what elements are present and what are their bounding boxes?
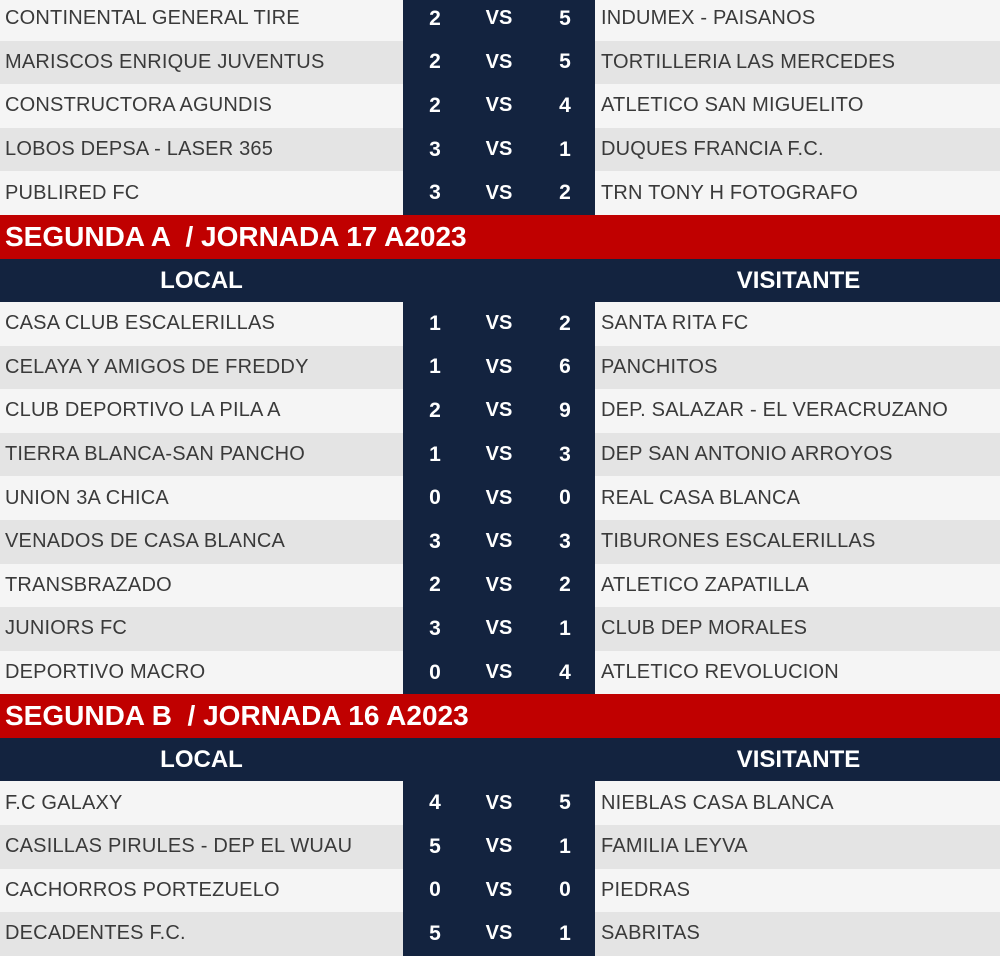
visit-score: 5 bbox=[559, 791, 571, 815]
match-row bbox=[0, 912, 1000, 956]
visit-team-name: DEP. SALAZAR - EL VERACRUZANO bbox=[601, 399, 949, 422]
match-row bbox=[0, 346, 1000, 390]
score-box bbox=[403, 171, 595, 215]
vs-label: VS bbox=[485, 661, 513, 684]
vs-label: VS bbox=[485, 181, 513, 204]
visit-team-name: ATLETICO REVOLUCION bbox=[601, 661, 839, 684]
match-row bbox=[0, 128, 1000, 172]
visit-score: 1 bbox=[559, 834, 571, 858]
vs-label: VS bbox=[485, 486, 513, 509]
vs-label: VS bbox=[485, 138, 513, 161]
score-box bbox=[403, 389, 595, 433]
visit-score: 4 bbox=[559, 93, 571, 117]
visit-team-name: SABRITAS bbox=[601, 922, 701, 945]
match-row bbox=[0, 476, 1000, 520]
visit-team-name: ATLETICO ZAPATILLA bbox=[601, 573, 810, 596]
visit-team-name: DUQUES FRANCIA F.C. bbox=[601, 138, 824, 161]
visit-team-name: PANCHITOS bbox=[601, 355, 718, 378]
match-row bbox=[0, 651, 1000, 695]
visit-team-name: FAMILIA LEYVA bbox=[601, 835, 748, 858]
local-score: 5 bbox=[429, 921, 441, 945]
visit-score: 2 bbox=[559, 311, 571, 335]
vs-label: VS bbox=[485, 878, 513, 901]
column-header bbox=[0, 738, 1000, 781]
match-row bbox=[0, 781, 1000, 825]
visit-score: 9 bbox=[559, 398, 571, 422]
local-team-name: PUBLIRED FC bbox=[5, 181, 140, 204]
local-team-name: TRANSBRAZADO bbox=[5, 573, 172, 596]
match-row bbox=[0, 433, 1000, 477]
visit-score: 5 bbox=[559, 50, 571, 74]
header-local: LOCAL bbox=[160, 745, 243, 773]
visit-score: 6 bbox=[559, 355, 571, 379]
score-box bbox=[403, 607, 595, 651]
vs-label: VS bbox=[485, 835, 513, 858]
local-score: 0 bbox=[429, 486, 441, 510]
local-team-name: TIERRA BLANCA-SAN PANCHO bbox=[5, 443, 306, 466]
visit-team-name: INDUMEX - PAISANOS bbox=[601, 7, 816, 30]
match-row bbox=[0, 389, 1000, 433]
visit-team-name: TRN TONY H FOTOGRAFO bbox=[601, 181, 858, 204]
vs-label: VS bbox=[485, 443, 513, 466]
match-row bbox=[0, 869, 1000, 913]
vs-label: VS bbox=[485, 573, 513, 596]
match-row bbox=[0, 825, 1000, 869]
local-score: 2 bbox=[429, 6, 441, 30]
header-local: LOCAL bbox=[160, 266, 243, 294]
local-score: 3 bbox=[429, 616, 441, 640]
score-box bbox=[403, 433, 595, 477]
score-box bbox=[403, 912, 595, 956]
score-box bbox=[403, 825, 595, 869]
section-title-bar bbox=[0, 215, 1000, 259]
visit-score: 1 bbox=[559, 137, 571, 161]
score-box bbox=[403, 651, 595, 695]
local-score: 3 bbox=[429, 137, 441, 161]
score-box bbox=[403, 781, 595, 825]
header-visitante: VISITANTE bbox=[736, 266, 861, 294]
column-header bbox=[0, 259, 1000, 302]
local-score: 5 bbox=[429, 834, 441, 858]
vs-label: VS bbox=[485, 617, 513, 640]
score-box bbox=[403, 564, 595, 608]
visit-team-name: SANTA RITA FC bbox=[601, 312, 749, 335]
local-score: 1 bbox=[429, 355, 441, 379]
local-team-name: CONSTRUCTORA AGUNDIS bbox=[5, 94, 272, 117]
match-row bbox=[0, 0, 1000, 41]
visit-team-name: CLUB DEP MORALES bbox=[601, 617, 808, 640]
vs-label: VS bbox=[485, 791, 513, 814]
visit-score: 4 bbox=[559, 660, 571, 684]
visit-team-name: DEP SAN ANTONIO ARROYOS bbox=[601, 443, 893, 466]
visit-team-name: TORTILLERIA LAS MERCEDES bbox=[601, 50, 896, 73]
local-team-name: F.C GALAXY bbox=[5, 791, 123, 814]
visit-score: 0 bbox=[559, 486, 571, 510]
visit-score: 1 bbox=[559, 616, 571, 640]
vs-label: VS bbox=[485, 922, 513, 945]
local-team-name: CASA CLUB ESCALERILLAS bbox=[5, 312, 276, 335]
local-score: 2 bbox=[429, 398, 441, 422]
visit-team-name: NIEBLAS CASA BLANCA bbox=[601, 791, 834, 814]
visit-score: 3 bbox=[559, 529, 571, 553]
vs-label: VS bbox=[485, 312, 513, 335]
local-team-name: CONTINENTAL GENERAL TIRE bbox=[5, 7, 300, 30]
vs-label: VS bbox=[485, 399, 513, 422]
local-score: 1 bbox=[429, 311, 441, 335]
match-row bbox=[0, 41, 1000, 85]
section-title-bar bbox=[0, 694, 1000, 738]
local-score: 3 bbox=[429, 181, 441, 205]
visit-score: 5 bbox=[559, 6, 571, 30]
header-visitante: VISITANTE bbox=[736, 745, 861, 773]
local-team-name: LOBOS DEPSA - LASER 365 bbox=[5, 138, 274, 161]
local-team-name: VENADOS DE CASA BLANCA bbox=[5, 530, 286, 553]
match-row bbox=[0, 564, 1000, 608]
match-row bbox=[0, 607, 1000, 651]
local-score: 4 bbox=[429, 791, 441, 815]
local-team-name: CASILLAS PIRULES - DEP EL WUAU bbox=[5, 835, 353, 858]
visit-team-name: REAL CASA BLANCA bbox=[601, 486, 801, 509]
local-score: 2 bbox=[429, 93, 441, 117]
local-score: 0 bbox=[429, 878, 441, 902]
visit-score: 1 bbox=[559, 921, 571, 945]
local-score: 3 bbox=[429, 529, 441, 553]
visit-team-name: ATLETICO SAN MIGUELITO bbox=[601, 94, 864, 117]
local-score: 2 bbox=[429, 50, 441, 74]
local-score: 1 bbox=[429, 442, 441, 466]
score-box bbox=[403, 302, 595, 346]
match-row bbox=[0, 302, 1000, 346]
section-title: SEGUNDA A / JORNADA 17 A2023 bbox=[5, 221, 467, 252]
local-team-name: CELAYA Y AMIGOS DE FREDDY bbox=[5, 355, 309, 378]
score-box bbox=[403, 84, 595, 128]
match-row bbox=[0, 84, 1000, 128]
visit-score: 0 bbox=[559, 878, 571, 902]
score-box bbox=[403, 869, 595, 913]
vs-label: VS bbox=[485, 94, 513, 117]
score-box bbox=[403, 476, 595, 520]
vs-label: VS bbox=[485, 50, 513, 73]
visit-score: 2 bbox=[559, 573, 571, 597]
visit-team-name: TIBURONES ESCALERILLAS bbox=[601, 530, 876, 553]
score-box bbox=[403, 41, 595, 85]
visit-score: 2 bbox=[559, 181, 571, 205]
local-team-name: MARISCOS ENRIQUE JUVENTUS bbox=[5, 50, 325, 73]
score-box bbox=[403, 346, 595, 390]
local-team-name: JUNIORS FC bbox=[5, 617, 127, 640]
score-box bbox=[403, 128, 595, 172]
local-team-name: DEPORTIVO MACRO bbox=[5, 661, 206, 684]
vs-label: VS bbox=[485, 530, 513, 553]
local-team-name: CLUB DEPORTIVO LA PILA A bbox=[5, 399, 281, 422]
score-box bbox=[403, 0, 595, 41]
local-team-name: UNION 3A CHICA bbox=[5, 486, 169, 509]
section-title: SEGUNDA B / JORNADA 16 A2023 bbox=[5, 700, 469, 732]
visit-team-name: PIEDRAS bbox=[601, 878, 691, 901]
score-box bbox=[403, 520, 595, 564]
vs-label: VS bbox=[485, 7, 513, 30]
local-team-name: CACHORROS PORTEZUELO bbox=[5, 878, 280, 901]
local-score: 0 bbox=[429, 660, 441, 684]
match-row bbox=[0, 171, 1000, 215]
local-score: 2 bbox=[429, 573, 441, 597]
match-row bbox=[0, 520, 1000, 564]
local-team-name: DECADENTES F.C. bbox=[5, 922, 186, 945]
vs-label: VS bbox=[485, 355, 513, 378]
visit-score: 3 bbox=[559, 442, 571, 466]
